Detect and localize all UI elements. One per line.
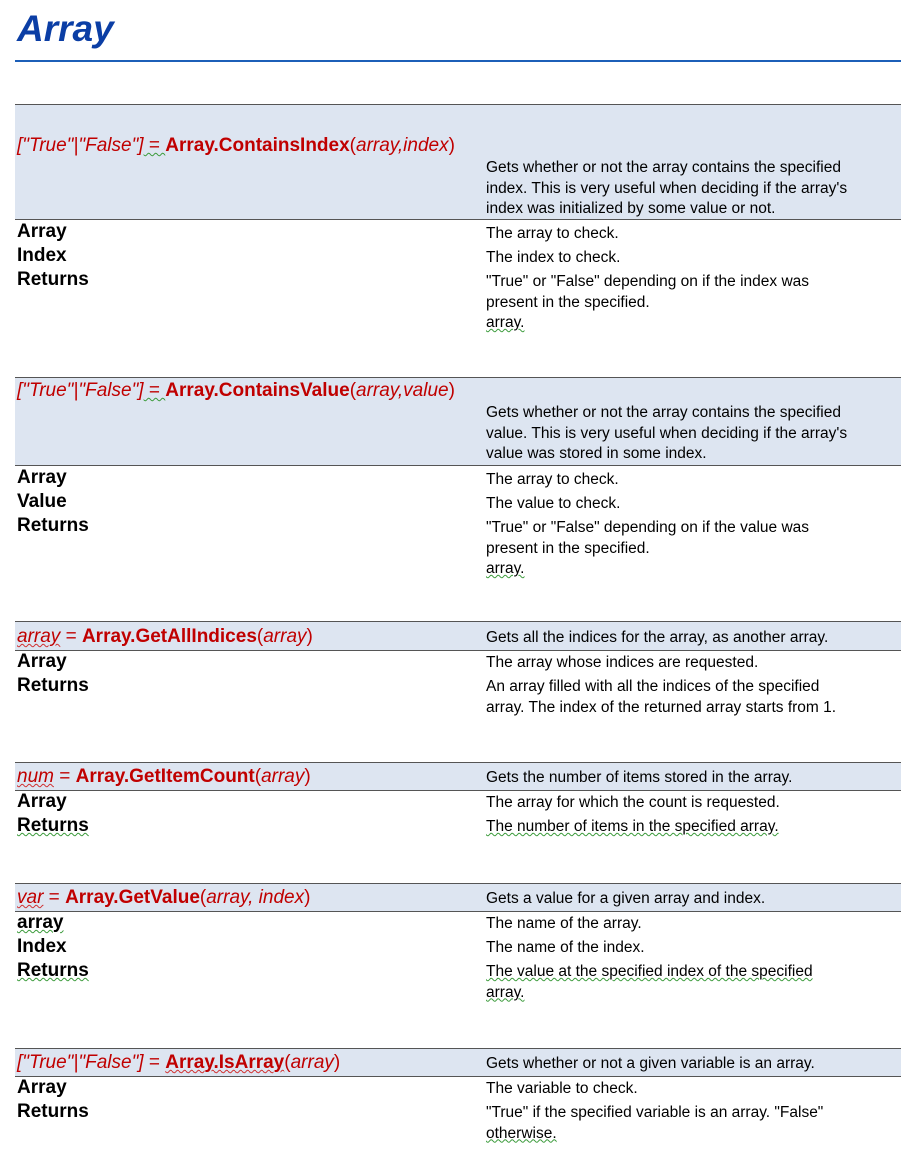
param-description-line: The array whose indices are requested.: [486, 654, 759, 671]
return-value: ["True"|"False"]: [17, 380, 144, 401]
function-name: Array.ContainsValue: [165, 380, 350, 401]
function-name: Array.ContainsIndex: [165, 135, 350, 156]
function-entry-contains-value: [15, 377, 901, 577]
param-name: Returns: [17, 675, 89, 696]
description-line: Gets a value for a given array and index.: [486, 890, 766, 907]
function-name: Array.GetValue: [65, 887, 200, 908]
function-args: array: [261, 766, 305, 787]
function-description: [486, 1054, 898, 1075]
description-line: value. This is very useful when deciding if the array's: [486, 424, 848, 442]
assign-operator: =: [43, 887, 66, 908]
param-name: Index: [17, 936, 67, 957]
open-paren: (: [284, 1052, 291, 1073]
description-line: value was stored in some index.: [486, 445, 707, 462]
param-description: [486, 470, 898, 491]
param-description: [486, 494, 898, 515]
function-name: Array.GetItemCount: [75, 766, 255, 787]
param-description: [486, 914, 898, 935]
param-description-line: The array for which the count is requested.: [486, 794, 780, 811]
param-description: [486, 677, 898, 718]
param-name: Array: [17, 1077, 67, 1098]
open-paren: (: [199, 887, 207, 908]
param-description-line: present in the specified.: [486, 539, 650, 557]
param-description: [486, 1103, 898, 1144]
param-description-line: array.: [486, 560, 525, 577]
param-description-line: otherwise.: [486, 1124, 557, 1142]
param-name: array: [17, 912, 64, 933]
close-paren: ): [448, 380, 455, 401]
description-line: Gets whether or not a given variable is an array.: [486, 1055, 815, 1072]
function-entry-get-value: [15, 883, 901, 1001]
title-divider: [15, 60, 901, 62]
function-entry-get-item-count: [15, 762, 901, 836]
function-args: array: [290, 1052, 334, 1073]
param-description: [486, 248, 898, 269]
param-description-line: The name of the array.: [486, 915, 642, 932]
assign-operator: =: [143, 135, 166, 156]
param-description-line: array. The index of the returned array starts from 1.: [486, 698, 837, 716]
function-description: [486, 768, 898, 789]
param-description: [486, 1079, 898, 1100]
function-entry-get-all-indices: [15, 621, 901, 716]
param-description: [486, 518, 898, 580]
param-description: [486, 817, 898, 838]
return-value: ["True"|"False"]: [17, 1052, 144, 1073]
function-args: array: [263, 626, 307, 647]
function-signature: [17, 380, 455, 402]
function-header: [15, 762, 901, 791]
assign-operator: =: [53, 766, 76, 787]
close-paren: ): [304, 766, 311, 787]
function-header: [15, 883, 901, 912]
open-paren: (: [349, 135, 356, 156]
close-paren: ): [333, 1052, 341, 1073]
param-name: Returns: [17, 960, 89, 981]
function-signature: [17, 626, 313, 648]
assign-operator: =: [143, 1052, 166, 1073]
param-name: Array: [17, 221, 67, 242]
open-paren: (: [349, 380, 357, 401]
function-args: array,value: [356, 380, 449, 401]
function-header: [15, 377, 901, 466]
close-paren: ): [304, 887, 311, 908]
function-signature: [17, 887, 310, 909]
param-name: Value: [17, 491, 67, 512]
function-args: array, index: [206, 887, 305, 908]
function-entry-contains-index: [15, 104, 901, 331]
open-paren: (: [256, 626, 264, 647]
assign-operator: =: [143, 380, 166, 401]
param-name: Returns: [17, 1101, 89, 1122]
param-description-line: The value at the specified index of the specified: [486, 963, 813, 980]
param-description: [486, 938, 898, 959]
function-entry-is-array: [15, 1048, 901, 1142]
param-description-line: array.: [486, 983, 525, 1001]
param-description-line: The value to check.: [486, 495, 621, 512]
return-value: num: [17, 766, 54, 787]
return-value: ["True"|"False"]: [17, 135, 144, 156]
open-paren: (: [254, 766, 262, 787]
param-name: Array: [17, 791, 67, 812]
description-line: Gets all the indices for the array, as another array.: [486, 629, 829, 646]
function-header: [15, 1048, 901, 1077]
param-description-line: The number of items in the specified array.: [486, 818, 779, 835]
param-description-line: The array to check.: [486, 225, 619, 242]
param-name: Array: [17, 467, 67, 488]
param-description-line: "True" or "False" depending on if the index was: [486, 273, 810, 290]
param-description-line: array.: [486, 314, 525, 331]
close-paren: ): [306, 626, 313, 647]
param-description: [486, 272, 898, 334]
param-description-line: "True" or "False" depending on if the value was: [486, 519, 810, 536]
function-description: [486, 628, 898, 649]
param-name: Array: [17, 651, 67, 672]
function-args: array,index: [356, 135, 449, 156]
function-description: [486, 403, 898, 465]
function-header: [15, 621, 901, 651]
param-description-line: The name of the index.: [486, 939, 645, 956]
param-description: [486, 793, 898, 814]
function-description: [486, 889, 898, 910]
description-line: index. This is very useful when deciding if the array's: [486, 179, 848, 197]
description-line: Gets whether or not the array contains the specified: [486, 159, 841, 176]
param-description-line: The variable to check.: [486, 1080, 638, 1097]
param-name: Returns: [17, 515, 89, 536]
param-description: [486, 962, 898, 1003]
function-name: Array.GetAllIndices: [81, 626, 257, 647]
param-description-line: "True" if the specified variable is an array. "False": [486, 1104, 824, 1121]
param-description: [486, 653, 898, 674]
param-name: Returns: [17, 815, 89, 836]
function-signature: [17, 766, 311, 788]
return-value: array: [17, 626, 61, 647]
function-signature: [17, 1052, 340, 1074]
description-line: index was initialized by some value or not.: [486, 200, 776, 217]
param-description-line: present in the specified.: [486, 293, 650, 311]
function-signature: [17, 135, 455, 157]
param-name: Returns: [17, 269, 89, 290]
param-description: [486, 224, 898, 245]
function-description: [486, 158, 898, 220]
param-description-line: The array to check.: [486, 471, 619, 488]
page-title: Array: [17, 8, 114, 49]
description-line: Gets whether or not the array contains the specified: [486, 404, 841, 421]
return-value: var: [17, 887, 44, 908]
param-description-line: The index to check.: [486, 249, 621, 266]
close-paren: ): [448, 135, 455, 156]
function-header: [15, 104, 901, 220]
param-description-line: An array filled with all the indices of the specified: [486, 678, 820, 695]
param-name: Index: [17, 245, 67, 266]
description-line: Gets the number of items stored in the array.: [486, 769, 793, 786]
assign-operator: =: [60, 626, 82, 647]
function-name: Array.IsArray: [165, 1052, 285, 1073]
